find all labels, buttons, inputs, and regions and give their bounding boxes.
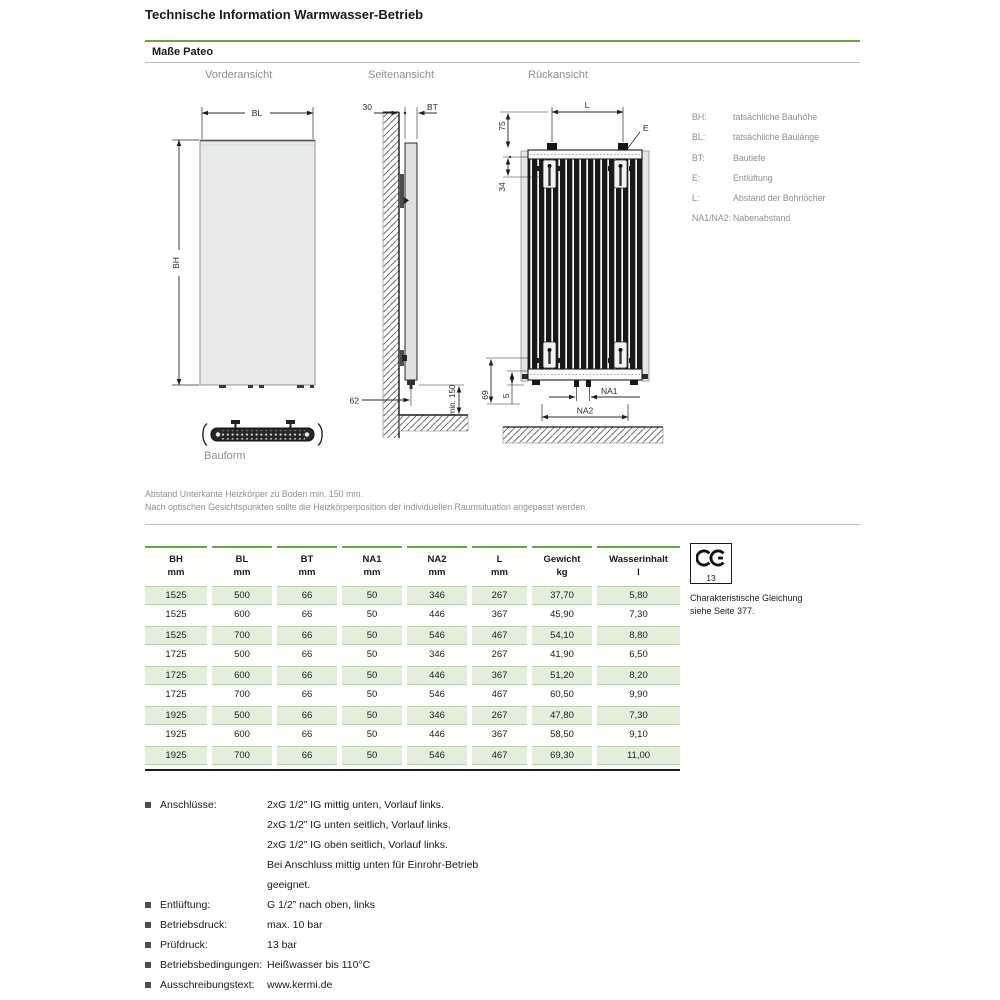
column-name: BH: [169, 554, 183, 565]
table-cell: 546: [407, 626, 467, 645]
dim-30-label: 30: [362, 102, 372, 112]
spec-row: [145, 895, 478, 915]
table-cell: 66: [301, 649, 313, 660]
table-cell: 446: [407, 666, 467, 685]
table-cell: 50: [342, 626, 402, 645]
dim-62-label: 62: [349, 395, 359, 406]
table-header-row: [145, 546, 680, 582]
column-name: L: [496, 554, 503, 565]
table-cell: 500: [234, 649, 250, 660]
table-cell: 11,00: [597, 746, 680, 765]
table-header-cell: [212, 546, 272, 582]
ce-note: [690, 592, 803, 618]
table-cell: 66: [277, 666, 337, 685]
table-header-cell: [407, 546, 467, 582]
table-cell: 1925: [145, 706, 207, 725]
table-cell: 467: [472, 626, 527, 645]
legend-value: Nabenabstand: [733, 213, 791, 224]
rear-view: [480, 100, 663, 443]
table-header-cell: [472, 546, 527, 582]
legend-value: tatsächliche Baulänge: [733, 132, 820, 143]
dimensions-table: [145, 546, 680, 765]
table-row: [145, 605, 680, 625]
spec-label: Entlüftung:: [160, 899, 211, 911]
table-cell: 45,90: [550, 609, 574, 620]
legend-key: BT:: [692, 152, 705, 163]
spec-label: Prüfdruck:: [160, 939, 208, 951]
table-header-cell: [342, 546, 402, 582]
ce-note-line-2: siehe Seite 377.: [690, 606, 755, 616]
spec-values: [267, 915, 478, 935]
table-cell: 267: [472, 706, 527, 725]
rear-floor-hatch: [503, 427, 663, 443]
table-row: [145, 745, 680, 765]
spec-row: [145, 935, 478, 955]
table-cell: 50: [342, 666, 402, 685]
table-cell: 700: [234, 689, 250, 700]
bauform-section: [203, 420, 322, 446]
table-cell: 50: [366, 609, 378, 620]
table-row: [145, 685, 680, 705]
legend-value: Bautiefe: [733, 152, 766, 163]
column-name: Gewicht: [543, 554, 581, 565]
section-divider: [145, 62, 860, 63]
front-view: [171, 107, 315, 388]
table-cell: 7,30: [597, 706, 680, 725]
table-cell: 346: [407, 586, 467, 605]
legend-value: tatsächliche Bauhöhe: [733, 112, 818, 122]
table-cell: 1725: [145, 666, 207, 685]
table-cell: 69,30: [532, 746, 592, 765]
table-row: [145, 645, 680, 665]
table-cell: 1525: [145, 586, 207, 605]
table-cell: 6,50: [629, 649, 648, 660]
spec-label: Betriebsdruck:: [160, 919, 228, 931]
legend-key: BH:: [692, 112, 707, 122]
spec-value-line: 2xG 1/2” IG unten seitlich, Vorlauf links.: [267, 819, 451, 831]
legend-value: Abstand der Bohrlöcher: [733, 193, 826, 204]
bullet-icon: [145, 982, 151, 988]
front-view-label: Vorderansicht: [205, 69, 273, 81]
dim-bt-label: BT: [427, 102, 438, 112]
column-name: BT: [300, 554, 314, 565]
table-row: [145, 725, 680, 745]
bullet-icon: [145, 962, 151, 968]
table-cell: 50: [342, 586, 402, 605]
table-cell: 267: [472, 586, 527, 605]
spec-row: [145, 915, 478, 935]
ce-mark: [690, 543, 732, 584]
table-cell: 700: [212, 626, 272, 645]
table-cell: 367: [472, 666, 527, 685]
table-cell: 66: [277, 626, 337, 645]
table-cell: 51,20: [532, 666, 592, 685]
spec-value-line: geeignet.: [267, 879, 311, 891]
table-cell: 50: [342, 706, 402, 725]
table-cell: 50: [342, 746, 402, 765]
table-cell: 467: [472, 746, 527, 765]
side-view-label: Seitenansicht: [368, 69, 435, 81]
radiator-side-body: [405, 143, 417, 380]
spec-values: [267, 895, 478, 915]
table-cell: 446: [429, 729, 445, 740]
dim-69-label: 69: [480, 390, 490, 400]
technical-drawing: [145, 88, 685, 460]
table-cell: 467: [491, 689, 508, 700]
dim-bl-label: BL: [251, 108, 263, 118]
table-cell: 1525: [165, 609, 187, 620]
bullet-icon: [145, 802, 151, 808]
table-row: [145, 705, 680, 725]
table-top-divider: [145, 524, 860, 525]
legend-item: [692, 188, 825, 208]
dim-na2-label: NA2: [576, 405, 594, 416]
table-cell: 66: [301, 609, 313, 620]
table-cell: 66: [301, 729, 313, 740]
table-header-cell: [277, 546, 337, 582]
table-cell: 50: [366, 729, 378, 740]
footnote-line-1: Abstand Unterkante Heizkörper zu Boden min. 150 mm.: [145, 489, 364, 499]
column-unit: kg: [556, 567, 568, 578]
table-cell: 367: [491, 609, 508, 620]
table-cell: 9,90: [629, 689, 648, 700]
spec-value-line: 2xG 1/2” IG mittig unten, Vorlauf links.: [267, 799, 444, 811]
section-accent-rule: [145, 40, 860, 42]
table-cell: 446: [429, 609, 445, 620]
spec-label: Betriebsbedingungen:: [160, 959, 263, 971]
table-cell: 58,50: [550, 729, 574, 740]
column-unit: mm: [363, 567, 381, 578]
table-cell: 546: [407, 746, 467, 765]
legend-item: [692, 208, 825, 228]
table-cell: 1725: [165, 649, 187, 660]
bauform-label: Bauform: [204, 450, 246, 462]
legend-key: BL:: [692, 132, 706, 143]
table-cell: 41,90: [550, 649, 574, 660]
spec-value-line: www.kermi.de: [267, 979, 333, 991]
spec-values: [267, 795, 478, 895]
column-unit: mm: [491, 567, 508, 578]
page-title: Technische Information Warmwasser-Betrieb: [145, 7, 424, 22]
table-cell: 1925: [145, 746, 207, 765]
footnotes: [145, 488, 588, 513]
spec-row: [145, 975, 478, 995]
spec-label: Anschlüsse:: [160, 799, 217, 811]
table-cell: 9,10: [629, 729, 648, 740]
table-row: [145, 585, 680, 605]
column-name: NA1: [362, 554, 382, 565]
dim-5-label: 5: [501, 393, 511, 399]
spec-values: [267, 935, 478, 955]
table-cell: 267: [491, 649, 508, 660]
table-cell: 8,20: [597, 666, 680, 685]
dim-na1-label: NA1: [601, 386, 618, 396]
spec-value-line: 13 bar: [267, 939, 297, 951]
section-title: Maße Pateo: [152, 46, 214, 58]
table-cell: 60,50: [550, 689, 574, 700]
table-cell: 346: [407, 706, 467, 725]
column-unit: l: [637, 567, 640, 578]
ce-note-line-1: Charakteristische Gleichung: [690, 593, 803, 603]
table-cell: 66: [277, 706, 337, 725]
bullet-icon: [145, 902, 151, 908]
table-cell: 50: [366, 689, 378, 700]
spec-value-line: 2xG 1/2” IG oben seitlich, Vorlauf links.: [267, 839, 448, 851]
table-cell: 600: [234, 729, 250, 740]
legend-item: [692, 127, 825, 147]
table-cell: 700: [212, 746, 272, 765]
rear-view-label: Rückansicht: [528, 69, 588, 81]
table-cell: 7,30: [629, 609, 648, 620]
table-cell: 600: [212, 666, 272, 685]
ce-number: 13: [706, 573, 716, 583]
spec-values: [267, 975, 478, 995]
table-body: [145, 585, 680, 765]
spec-row: [145, 795, 478, 895]
legend-value: Entlüftung: [733, 172, 773, 183]
table-cell: 500: [212, 586, 272, 605]
spec-value-line: Bei Anschluss mittig unten für Einrohr-Betrieb: [267, 859, 479, 871]
table-cell: 37,70: [532, 586, 592, 605]
spec-value-line: Heißwasser bis 110°C: [267, 959, 371, 971]
table-cell: 500: [212, 706, 272, 725]
table-header-cell: [532, 546, 592, 582]
spec-row: [145, 955, 478, 975]
table-cell: 367: [491, 729, 508, 740]
table-cell: 50: [366, 649, 378, 660]
floor-hatch: [399, 415, 468, 431]
table-cell: 1925: [165, 729, 187, 740]
spec-label: Ausschreibungstext:: [160, 979, 255, 991]
legend-key: NA1/NA2:: [692, 213, 732, 224]
ce-logo-icon: [696, 548, 726, 568]
radiator-front-body: [200, 140, 315, 385]
wall-hatch: [383, 112, 399, 438]
spec-values: [267, 955, 478, 975]
dim-75-label: 75: [497, 121, 507, 131]
radiator-rear-tubes: [528, 159, 642, 369]
table-cell: 546: [429, 689, 445, 700]
table-cell: 47,80: [532, 706, 592, 725]
column-unit: mm: [428, 567, 446, 578]
table-cell: 8,80: [597, 626, 680, 645]
table-cell: 5,80: [597, 586, 680, 605]
dim-34-label: 34: [497, 182, 507, 192]
table-cell: 600: [234, 609, 250, 620]
dim-e-label: E: [643, 123, 649, 133]
column-name: BL: [235, 554, 249, 565]
table-header-cell: [145, 546, 207, 582]
legend-key: L:: [692, 193, 700, 204]
legend-item: [692, 107, 825, 127]
column-name: NA2: [427, 554, 447, 565]
spec-value-line: max. 10 bar: [267, 919, 323, 931]
column-unit: mm: [298, 567, 316, 578]
dim-bh-label: BH: [171, 257, 181, 269]
table-cell: 346: [429, 649, 445, 660]
table-cell: 54,10: [532, 626, 592, 645]
bullet-icon: [145, 922, 151, 928]
table-header-cell: [597, 546, 680, 582]
legend-key: E:: [692, 172, 701, 183]
legend-item: [692, 168, 825, 188]
footnote-line-2: Nach optischen Gesichtspunkten sollte die Heizkörperposition der individuellen Raumsituation angepasst werden.: [145, 501, 588, 512]
legend: [692, 107, 825, 229]
table-bottom-rule: [145, 769, 680, 771]
table-cell: 1525: [145, 626, 207, 645]
dim-l-label: L: [584, 100, 590, 110]
table-cell: 1725: [165, 689, 187, 700]
legend-item: [692, 148, 825, 168]
table-cell: 66: [301, 689, 313, 700]
spec-value-line: G 1/2” nach oben, links: [267, 899, 375, 911]
side-view: [350, 102, 468, 438]
column-name: Wasserinhalt: [609, 554, 668, 565]
table-row: [145, 625, 680, 645]
specs-list: [145, 795, 478, 995]
table-cell: 66: [277, 746, 337, 765]
table-cell: 66: [277, 586, 337, 605]
bullet-icon: [145, 942, 151, 948]
table-row: [145, 665, 680, 685]
column-unit: mm: [233, 567, 251, 578]
column-unit: mm: [167, 567, 185, 578]
dim-min150-label: min. 150: [448, 384, 457, 416]
